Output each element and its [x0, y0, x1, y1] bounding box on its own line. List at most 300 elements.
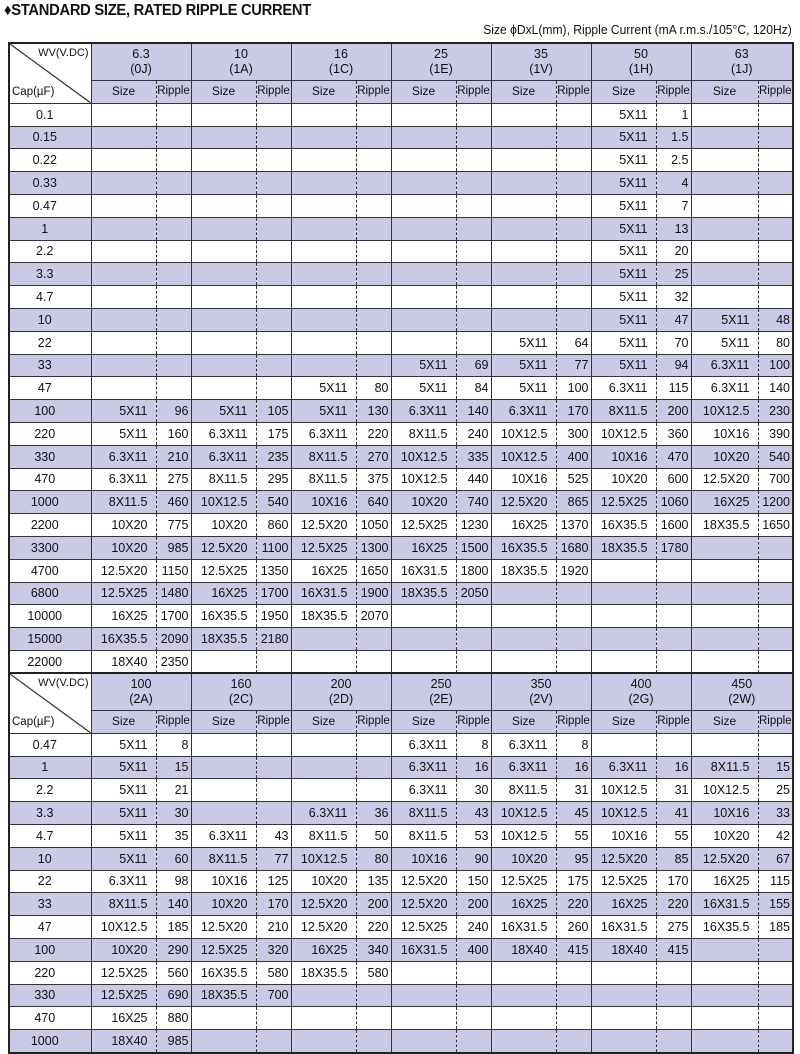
size-cell	[391, 240, 456, 263]
ripple-cell: 53	[456, 824, 491, 847]
size-cell	[691, 217, 758, 240]
size-column-header: Size	[291, 81, 356, 104]
ripple-cell: 740	[456, 491, 491, 514]
size-cell	[391, 194, 456, 217]
ripple-cell	[156, 240, 191, 263]
size-cell: 16X35.5	[591, 514, 656, 537]
units-note: Size ϕDxL(mm), Ripple Current (mA r.m.s./105°C, 120Hz)	[483, 22, 792, 37]
capacitance-cell: 100	[9, 400, 91, 423]
voltage-code: (2G)	[628, 692, 654, 706]
voltage-code: (2C)	[228, 692, 254, 706]
size-cell	[391, 286, 456, 309]
voltage-value: 400	[630, 677, 652, 691]
ripple-cell: 460	[156, 491, 191, 514]
table-row	[9, 149, 793, 172]
size-cell	[191, 217, 256, 240]
size-cell: 6.3X11	[591, 756, 656, 779]
ripple-cell	[758, 650, 793, 673]
ripple-cell: 30	[456, 779, 491, 802]
size-cell	[691, 1030, 758, 1053]
size-cell: 16X25	[491, 893, 556, 916]
ripple-cell: 155	[758, 893, 793, 916]
voltage-code: (2E)	[429, 692, 453, 706]
size-cell	[691, 605, 758, 628]
size-cell: 5X11	[91, 422, 156, 445]
ripple-cell: 220	[356, 916, 391, 939]
size-cell: 6.3X11	[291, 802, 356, 825]
ripple-cell	[256, 650, 291, 673]
ripple-cell: 77	[556, 354, 591, 377]
ripple-cell	[456, 149, 491, 172]
capacitance-cell: 0.1	[9, 103, 91, 126]
size-cell: 16X35.5	[491, 536, 556, 559]
ripple-cell: 1700	[256, 582, 291, 605]
capacitance-cell: 33	[9, 893, 91, 916]
ripple-cell	[256, 331, 291, 354]
ripple-cell: 1200	[758, 491, 793, 514]
size-cell	[191, 733, 256, 756]
table-row	[9, 733, 793, 756]
capacitance-cell: 10000	[9, 605, 91, 628]
size-cell: 12.5X20	[591, 847, 656, 870]
ripple-cell: 140	[456, 400, 491, 423]
ripple-cell: 2.5	[656, 149, 691, 172]
ripple-cell: 16	[456, 756, 491, 779]
capacitance-cell: 4.7	[9, 286, 91, 309]
corner-header-cell	[9, 43, 91, 103]
size-cell: 12.5X25	[491, 870, 556, 893]
ripple-cell: 7	[656, 194, 691, 217]
size-cell	[691, 240, 758, 263]
ripple-cell: 36	[356, 802, 391, 825]
size-cell: 5X11	[291, 400, 356, 423]
ripple-cell: 400	[556, 445, 591, 468]
size-column-header: Size	[391, 711, 456, 734]
ripple-cell	[556, 103, 591, 126]
size-cell: 6.3X11	[291, 422, 356, 445]
ripple-cell	[456, 286, 491, 309]
ripple-cell	[656, 961, 691, 984]
size-cell	[491, 628, 556, 651]
table-row	[9, 824, 793, 847]
size-cell	[91, 194, 156, 217]
size-cell: 10X12.5	[591, 779, 656, 802]
size-cell: 5X11	[591, 331, 656, 354]
size-cell	[291, 308, 356, 331]
ripple-cell: 8	[456, 733, 491, 756]
size-cell: 6.3X11	[91, 870, 156, 893]
table-row	[9, 984, 793, 1007]
size-cell: 12.5X25	[91, 582, 156, 605]
size-cell: 18X40	[91, 1030, 156, 1053]
size-cell	[691, 103, 758, 126]
ripple-cell	[556, 605, 591, 628]
ripple-cell	[156, 149, 191, 172]
size-cell: 10X20	[91, 514, 156, 537]
ripple-cell: 210	[156, 445, 191, 468]
size-cell: 5X11	[591, 286, 656, 309]
ripple-cell: 25	[758, 779, 793, 802]
ripple-cell	[256, 217, 291, 240]
ripple-cell: 1500	[456, 536, 491, 559]
capacitance-cell: 22	[9, 331, 91, 354]
ripple-cell: 32	[656, 286, 691, 309]
ripple-cell	[356, 354, 391, 377]
size-cell: 6.3X11	[391, 400, 456, 423]
ripple-cell: 90	[456, 847, 491, 870]
ripple-cell: 45	[556, 802, 591, 825]
size-cell: 18X40	[591, 938, 656, 961]
ripple-cell: 13	[656, 217, 691, 240]
ripple-cell	[256, 802, 291, 825]
ripple-cell: 275	[656, 916, 691, 939]
voltage-header	[391, 673, 491, 711]
ripple-cell: 2350	[156, 650, 191, 673]
ripple-cell: 185	[156, 916, 191, 939]
table-row	[9, 263, 793, 286]
size-cell: 16X25	[191, 582, 256, 605]
size-cell	[691, 961, 758, 984]
size-cell	[691, 1007, 758, 1030]
ripple-cell	[356, 149, 391, 172]
ripple-cell: 600	[656, 468, 691, 491]
header-row-columns	[9, 711, 793, 734]
size-cell: 10X16	[291, 491, 356, 514]
ripple-cell: 865	[556, 491, 591, 514]
ripple-cell: 415	[656, 938, 691, 961]
voltage-code: (1E)	[429, 62, 453, 76]
size-column-header: Size	[191, 711, 256, 734]
ripple-cell: 2180	[256, 628, 291, 651]
ripple-cell	[556, 1030, 591, 1053]
voltage-header	[191, 43, 291, 81]
ripple-cell: 540	[758, 445, 793, 468]
size-cell	[591, 605, 656, 628]
size-cell	[691, 582, 758, 605]
ripple-cell: 105	[256, 400, 291, 423]
ripple-cell: 25	[656, 263, 691, 286]
ripple-cell	[356, 756, 391, 779]
ripple-cell: 60	[156, 847, 191, 870]
size-cell	[591, 628, 656, 651]
size-cell	[191, 1030, 256, 1053]
size-cell: 10X20	[691, 824, 758, 847]
ripple-cell	[456, 217, 491, 240]
size-cell: 16X31.5	[691, 893, 758, 916]
ripple-cell	[758, 217, 793, 240]
size-cell: 5X11	[591, 149, 656, 172]
size-cell: 5X11	[91, 400, 156, 423]
size-cell: 6.3X11	[191, 422, 256, 445]
capacitance-cell: 47	[9, 916, 91, 939]
size-cell	[91, 354, 156, 377]
size-cell	[91, 331, 156, 354]
size-cell: 5X11	[591, 308, 656, 331]
size-cell: 10X20	[391, 491, 456, 514]
size-cell	[191, 194, 256, 217]
ripple-cell: 170	[256, 893, 291, 916]
table-row	[9, 559, 793, 582]
ripple-cell: 340	[356, 938, 391, 961]
ripple-cell	[456, 172, 491, 195]
size-cell: 6.3X11	[491, 756, 556, 779]
size-cell: 10X20	[191, 893, 256, 916]
ripple-cell: 220	[656, 893, 691, 916]
ripple-cell	[556, 582, 591, 605]
ripple-cell: 1650	[758, 514, 793, 537]
ripple-cell: 690	[156, 984, 191, 1007]
voltage-value: 25	[434, 47, 448, 61]
size-cell: 8X11.5	[91, 491, 156, 514]
ripple-cell	[556, 961, 591, 984]
capacitance-cell: 3300	[9, 536, 91, 559]
table-row	[9, 422, 793, 445]
ripple-cell: 115	[656, 377, 691, 400]
table-row	[9, 893, 793, 916]
ripple-cell: 43	[456, 802, 491, 825]
ripple-cell: 43	[256, 824, 291, 847]
size-cell: 5X11	[91, 847, 156, 870]
size-cell	[691, 149, 758, 172]
ripple-cell: 580	[256, 961, 291, 984]
size-cell	[491, 650, 556, 673]
ripple-cell: 42	[758, 824, 793, 847]
ripple-cell: 100	[556, 377, 591, 400]
size-cell: 6.3X11	[391, 779, 456, 802]
voltage-value: 16	[334, 47, 348, 61]
ripple-cell: 235	[256, 445, 291, 468]
ripple-cell	[356, 103, 391, 126]
ripple-cell	[256, 103, 291, 126]
ripple-cell	[556, 286, 591, 309]
table-row	[9, 514, 793, 537]
size-cell	[291, 103, 356, 126]
size-cell: 10X20	[191, 514, 256, 537]
ripple-cell: 700	[758, 468, 793, 491]
ripple-cell: 94	[656, 354, 691, 377]
ripple-cell	[758, 628, 793, 651]
ripple-column-header: Ripple	[556, 711, 591, 734]
ripple-cell	[556, 240, 591, 263]
size-cell: 16X25	[91, 1007, 156, 1030]
size-cell: 18X35.5	[491, 559, 556, 582]
ripple-cell	[556, 172, 591, 195]
size-cell: 16X25	[491, 514, 556, 537]
size-cell: 12.5X20	[291, 916, 356, 939]
size-column-header: Size	[591, 81, 656, 104]
table-row	[9, 938, 793, 961]
capacitance-cell: 330	[9, 984, 91, 1007]
ripple-cell: 1950	[256, 605, 291, 628]
ripple-cell	[256, 756, 291, 779]
table-row	[9, 628, 793, 651]
capacitance-cell: 100	[9, 938, 91, 961]
ripple-cell: 67	[758, 847, 793, 870]
ripple-cell: 69	[456, 354, 491, 377]
ripple-cell	[758, 263, 793, 286]
size-cell: 16X35.5	[91, 628, 156, 651]
table-row	[9, 536, 793, 559]
size-cell: 16X31.5	[491, 916, 556, 939]
ripple-cell: 175	[556, 870, 591, 893]
size-cell	[291, 263, 356, 286]
voltage-value: 250	[430, 677, 452, 691]
size-cell	[391, 605, 456, 628]
ripple-cell: 140	[758, 377, 793, 400]
capacitance-cell: 0.22	[9, 149, 91, 172]
size-cell	[391, 217, 456, 240]
size-cell: 12.5X20	[391, 893, 456, 916]
size-cell: 8X11.5	[691, 756, 758, 779]
ripple-cell: 200	[356, 893, 391, 916]
capacitance-cell: 470	[9, 1007, 91, 1030]
ripple-cell	[356, 194, 391, 217]
size-cell: 10X20	[91, 938, 156, 961]
ripple-cell: 185	[758, 916, 793, 939]
size-cell	[391, 984, 456, 1007]
ripple-cell: 210	[256, 916, 291, 939]
voltage-header	[491, 673, 591, 711]
size-cell: 5X11	[91, 733, 156, 756]
size-cell	[291, 984, 356, 1007]
ripple-cell	[456, 628, 491, 651]
size-cell: 5X11	[491, 377, 556, 400]
size-cell: 6.3X11	[191, 824, 256, 847]
ripple-cell	[256, 1007, 291, 1030]
table-row	[9, 354, 793, 377]
table-row	[9, 308, 793, 331]
size-cell: 10X12.5	[491, 824, 556, 847]
size-cell: 12.5X20	[491, 491, 556, 514]
voltage-header	[391, 43, 491, 81]
header-row-voltage	[9, 673, 793, 711]
size-cell	[191, 240, 256, 263]
ripple-cell: 525	[556, 468, 591, 491]
ripple-column-header: Ripple	[656, 81, 691, 104]
capacitance-cell: 22000	[9, 650, 91, 673]
voltage-value: 6.3	[132, 47, 150, 61]
size-cell	[491, 286, 556, 309]
table-row	[9, 468, 793, 491]
ripple-cell	[256, 779, 291, 802]
size-cell: 10X12.5	[491, 802, 556, 825]
ripple-cell	[656, 605, 691, 628]
voltage-header	[491, 43, 591, 81]
ripple-cell: 240	[456, 422, 491, 445]
size-cell: 16X25	[91, 605, 156, 628]
size-cell	[91, 103, 156, 126]
size-cell: 16X25	[391, 536, 456, 559]
ripple-cell	[356, 286, 391, 309]
ripple-cell: 33	[758, 802, 793, 825]
ripple-cell: 1150	[156, 559, 191, 582]
table-row	[9, 445, 793, 468]
size-cell	[191, 263, 256, 286]
ripple-cell	[556, 126, 591, 149]
ripple-cell	[556, 984, 591, 1007]
ripple-cell: 220	[356, 422, 391, 445]
size-column-header: Size	[691, 711, 758, 734]
size-cell: 12.5X20	[91, 559, 156, 582]
capacitance-cell: 330	[9, 445, 91, 468]
table-row	[9, 870, 793, 893]
ripple-cell: 20	[656, 240, 691, 263]
size-cell	[491, 582, 556, 605]
voltage-value: 350	[530, 677, 552, 691]
size-cell: 12.5X20	[391, 870, 456, 893]
ripple-cell	[256, 194, 291, 217]
size-cell: 5X11	[91, 756, 156, 779]
size-cell: 16X25	[691, 870, 758, 893]
ripple-cell: 80	[758, 331, 793, 354]
ripple-cell	[456, 263, 491, 286]
size-cell: 16X31.5	[391, 938, 456, 961]
size-cell	[691, 559, 758, 582]
size-cell	[291, 354, 356, 377]
header-row-voltage	[9, 43, 793, 81]
size-cell: 16X25	[691, 491, 758, 514]
size-cell	[591, 961, 656, 984]
ripple-cell: 84	[456, 377, 491, 400]
voltage-header	[191, 673, 291, 711]
ripple-cell: 1600	[656, 514, 691, 537]
table-row	[9, 126, 793, 149]
size-cell: 12.5X25	[591, 491, 656, 514]
size-cell: 8X11.5	[391, 824, 456, 847]
size-cell	[391, 263, 456, 286]
size-cell	[491, 194, 556, 217]
voltage-code: (1C)	[328, 62, 354, 76]
ripple-cell: 200	[456, 893, 491, 916]
capacitance-cell: 33	[9, 354, 91, 377]
ripple-cell: 160	[156, 422, 191, 445]
ripple-cell: 860	[256, 514, 291, 537]
table-row	[9, 240, 793, 263]
size-cell	[391, 331, 456, 354]
ripple-cell	[256, 149, 291, 172]
size-cell: 5X11	[691, 308, 758, 331]
voltage-header	[691, 673, 793, 711]
ripple-cell	[356, 172, 391, 195]
size-cell: 10X12.5	[391, 468, 456, 491]
size-cell	[691, 126, 758, 149]
ripple-cell	[356, 126, 391, 149]
size-cell	[191, 308, 256, 331]
size-cell: 18X40	[491, 938, 556, 961]
ripple-cell: 1050	[356, 514, 391, 537]
ripple-cell	[758, 126, 793, 149]
size-cell	[291, 172, 356, 195]
voltage-value: 200	[330, 677, 352, 691]
ripple-cell: 260	[556, 916, 591, 939]
voltage-code: (2D)	[328, 692, 354, 706]
size-cell: 12.5X25	[391, 916, 456, 939]
ripple-cell: 55	[556, 824, 591, 847]
size-cell	[691, 628, 758, 651]
size-column-header: Size	[491, 81, 556, 104]
size-cell: 8X11.5	[291, 445, 356, 468]
size-cell: 10X16	[591, 824, 656, 847]
ripple-cell	[758, 1030, 793, 1053]
ripple-cell: 30	[156, 802, 191, 825]
ripple-cell: 80	[356, 847, 391, 870]
ripple-cell: 400	[456, 938, 491, 961]
size-cell: 12.5X25	[191, 938, 256, 961]
size-cell	[291, 217, 356, 240]
ripple-column-header: Ripple	[758, 711, 793, 734]
size-cell: 16X35.5	[191, 961, 256, 984]
capacitance-cell: 1000	[9, 491, 91, 514]
